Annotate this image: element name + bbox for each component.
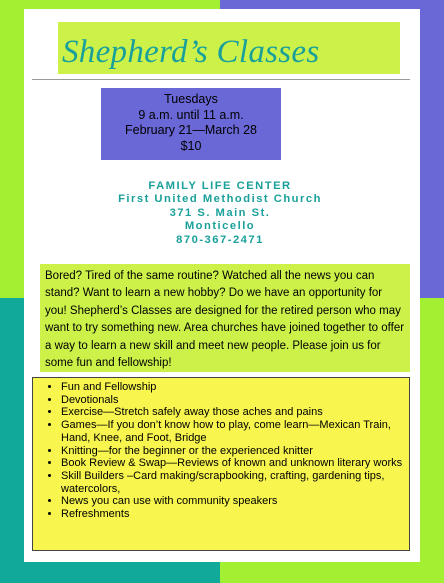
location-street: 371 S. Main St. (169, 206, 271, 219)
intro-paragraph: Bored? Tired of the same routine? Watched all the news you can stand? Want to learn a new hobby? Do we have an opportunity for you! Shepherd’s Classes are designed for the retired person who may want to try something new. Area churches have joined together to offer a way to learn a new skill and meet new people. Please join us for some fun and fellowship! (40, 264, 410, 372)
location-name: FAMILY LIFE CENTER (148, 180, 292, 192)
location-phone: 870-367-2471 (176, 233, 264, 246)
list-item: • Book Review & Swap—Reviews of known and unknown literary works (61, 457, 403, 470)
lime-decor-left (0, 48, 24, 298)
schedule-box (101, 88, 281, 160)
schedule-day: Tuesdays (164, 92, 218, 106)
activities-list (33, 381, 403, 521)
title-divider (32, 79, 410, 80)
list-item: • Exercise—Stretch safely away those aches and pains (61, 406, 403, 419)
location-city: Monticello (184, 220, 256, 233)
list-item: • Refreshments (61, 508, 403, 521)
list-item: • Fun and Fellowship (61, 381, 403, 394)
location-church: First United Methodist Church (118, 193, 322, 206)
schedule-price: $10 (180, 138, 202, 153)
schedule-time: 9 a.m. until 11 a.m. (138, 107, 244, 122)
list-item: • News you can use with community speakers (61, 495, 403, 508)
teal-decor-left (0, 298, 24, 583)
lime-decor-bottom (220, 562, 444, 583)
list-item: • Devotionals (61, 394, 403, 407)
list-item: • Knitting—for the beginner or the experienced knitter (61, 445, 403, 458)
lime-decor-right (420, 298, 444, 583)
schedule-dates: February 21—March 28 (124, 123, 257, 137)
list-item: • Skill Builders –Card making/scrapbooking, crafting, gardening tips, watercolors, (61, 470, 403, 495)
teal-decor-bottom (0, 562, 220, 583)
location-block (100, 180, 340, 247)
list-item: • Games—If you don’t know how to play, come learn—Mexican Train, Hand, Knee, and Foot, Bridge (61, 419, 403, 444)
activities-box (32, 377, 410, 551)
page-title: Shepherd’s Classes (62, 34, 320, 70)
